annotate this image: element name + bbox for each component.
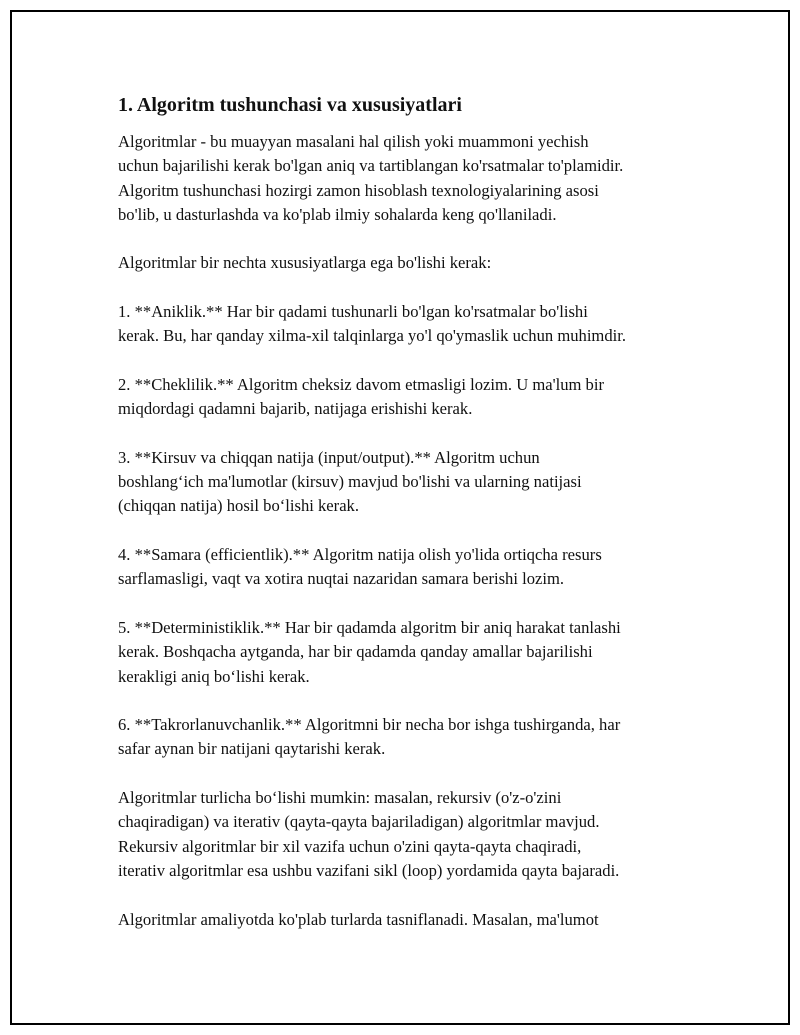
list-item-5 <box>118 616 718 689</box>
document-body <box>118 92 718 956</box>
list-item-3 <box>118 446 718 519</box>
text-line: Algoritmlar turlicha bo‘lishi mumkin: masalan, rekursiv (o'z-o'zini <box>118 788 562 808</box>
text-line: miqdordagi qadamni bajarib, natijaga erishishi kerak. <box>118 399 473 419</box>
text-line: 4. **Samara (efficientlik).** Algoritm natija olish yo'lida ortiqcha resurs <box>118 545 602 565</box>
list-item-6 <box>118 713 718 762</box>
text-line: Algoritmlar bir nechta xususiyatlarga ega bo'lishi kerak: <box>118 253 492 273</box>
list-item-2 <box>118 373 718 422</box>
text-line: kerakligi aniq bo‘lishi kerak. <box>118 666 310 686</box>
text-line: bo'lib, u dasturlashda va ko'plab ilmiy sohalarda keng qo'llaniladi. <box>118 204 557 224</box>
section-title: 1. Algoritm tushunchasi va xususiyatlari <box>118 94 462 116</box>
text-line: safar aynan bir natijani qaytarishi kerak. <box>118 739 386 759</box>
text-line: Algoritm tushunchasi hozirgi zamon hisoblash texnologiyalarining asosi <box>118 180 599 200</box>
text-line: 3. **Kirsuv va chiqqan natija (input/output).** Algoritm uchun <box>118 447 540 467</box>
text-line: kerak. Bu, har qanday xilma-xil talqinlarga yo'l qo'ymaslik uchun muhimdir. <box>118 326 626 346</box>
list-item-4 <box>118 543 718 592</box>
text-line: 1. **Aniklik.** Har bir qadami tushunarli bo'lgan ko'rsatmalar bo'lishi <box>118 302 588 322</box>
text-line: Rekursiv algoritmlar bir xil vazifa uchun o'zini qayta-qayta chaqiradi, <box>118 836 582 856</box>
text-line: Algoritmlar amaliyotda ko'plab turlarda tasniflanadi. Masalan, ma'lumot <box>118 909 599 929</box>
paragraph-properties-intro <box>118 251 718 275</box>
text-line: boshlang‘ich ma'lumotlar (kirsuv) mavjud bo'lishi va ularning natijasi <box>118 472 582 492</box>
text-line: Algoritmlar - bu muayyan masalani hal qilish yoki muammoni yechish <box>118 132 589 151</box>
text-line: chaqiradigan) va iterativ (qayta-qayta bajariladigan) algoritmlar mavjud. <box>118 812 600 832</box>
paragraph-types <box>118 786 718 883</box>
paragraph-intro <box>118 130 718 227</box>
text-line: (chiqqan natija) hosil bo‘lishi kerak. <box>118 496 360 516</box>
text-line: iterativ algoritmlar esa ushbu vazifani sikl (loop) yordamida qayta bajaradi. <box>118 860 620 880</box>
text-line: 2. **Cheklilik.** Algoritm cheksiz davom etmasligi lozim. U ma'lum bir <box>118 374 604 394</box>
text-line: uchun bajarilishi kerak bo'lgan aniq va tartiblangan ko'rsatmalar to'plamidir. <box>118 156 624 176</box>
text-line: 5. **Deterministiklik.** Har bir qadamda algoritm bir aniq harakat tanlashi <box>118 617 621 637</box>
paragraph-classification <box>118 908 718 932</box>
list-item-1 <box>118 300 718 349</box>
text-line: sarflamasligi, vaqt va xotira nuqtai nazaridan samara berishi lozim. <box>118 569 565 589</box>
text-line: kerak. Boshqacha aytganda, har bir qadamda qanday amallar bajarilishi <box>118 642 593 662</box>
text-line: 6. **Takrorlanuvchanlik.** Algoritmni bir necha bor ishga tushirganda, har <box>118 715 621 735</box>
